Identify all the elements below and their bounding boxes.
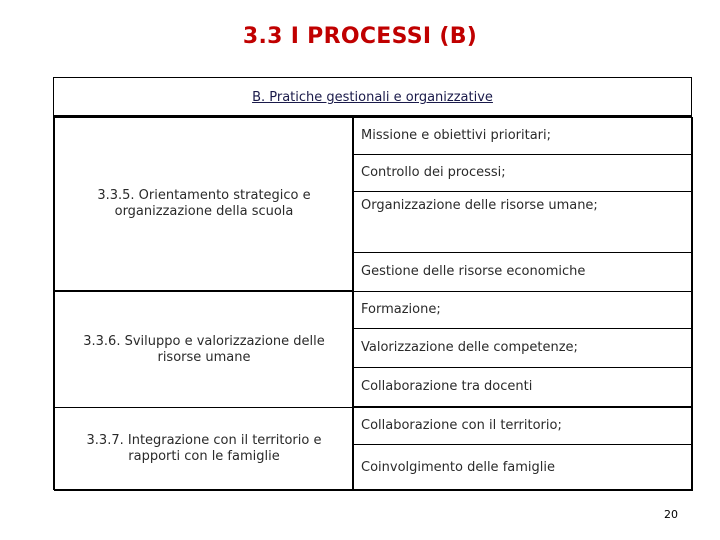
table-row: Coinvolgimento delle famiglie — [352, 444, 693, 491]
slide-title: 3.3 I PROCESSI (B) — [242, 24, 478, 49]
group-label-integrazione: 3.3.7. Integrazione con il territorio e rapporti con le famiglie — [54, 407, 354, 491]
group-label-orientamento: 3.3.5. Orientamento strategico e organizzazione della scuola — [54, 117, 354, 291]
table-row: Valorizzazione delle competenze; — [352, 328, 693, 368]
group-label-sviluppo: 3.3.6. Sviluppo e valorizzazione delle risorse umane — [54, 291, 354, 408]
table-row: Organizzazione delle risorse umane; — [352, 191, 693, 253]
table-row: Missione e obiettivi prioritari; — [352, 117, 693, 155]
table-row: Controllo dei processi; — [352, 154, 693, 192]
page-number: 20 — [664, 508, 678, 521]
table-row: Collaborazione tra docenti — [352, 367, 693, 407]
table-row: Formazione; — [352, 291, 693, 329]
table-row: Gestione delle risorse economiche — [352, 252, 693, 292]
table-row: Collaborazione con il territorio; — [352, 407, 693, 445]
processes-table — [53, 77, 692, 490]
table-header: B. Pratiche gestionali e organizzative — [54, 78, 691, 117]
